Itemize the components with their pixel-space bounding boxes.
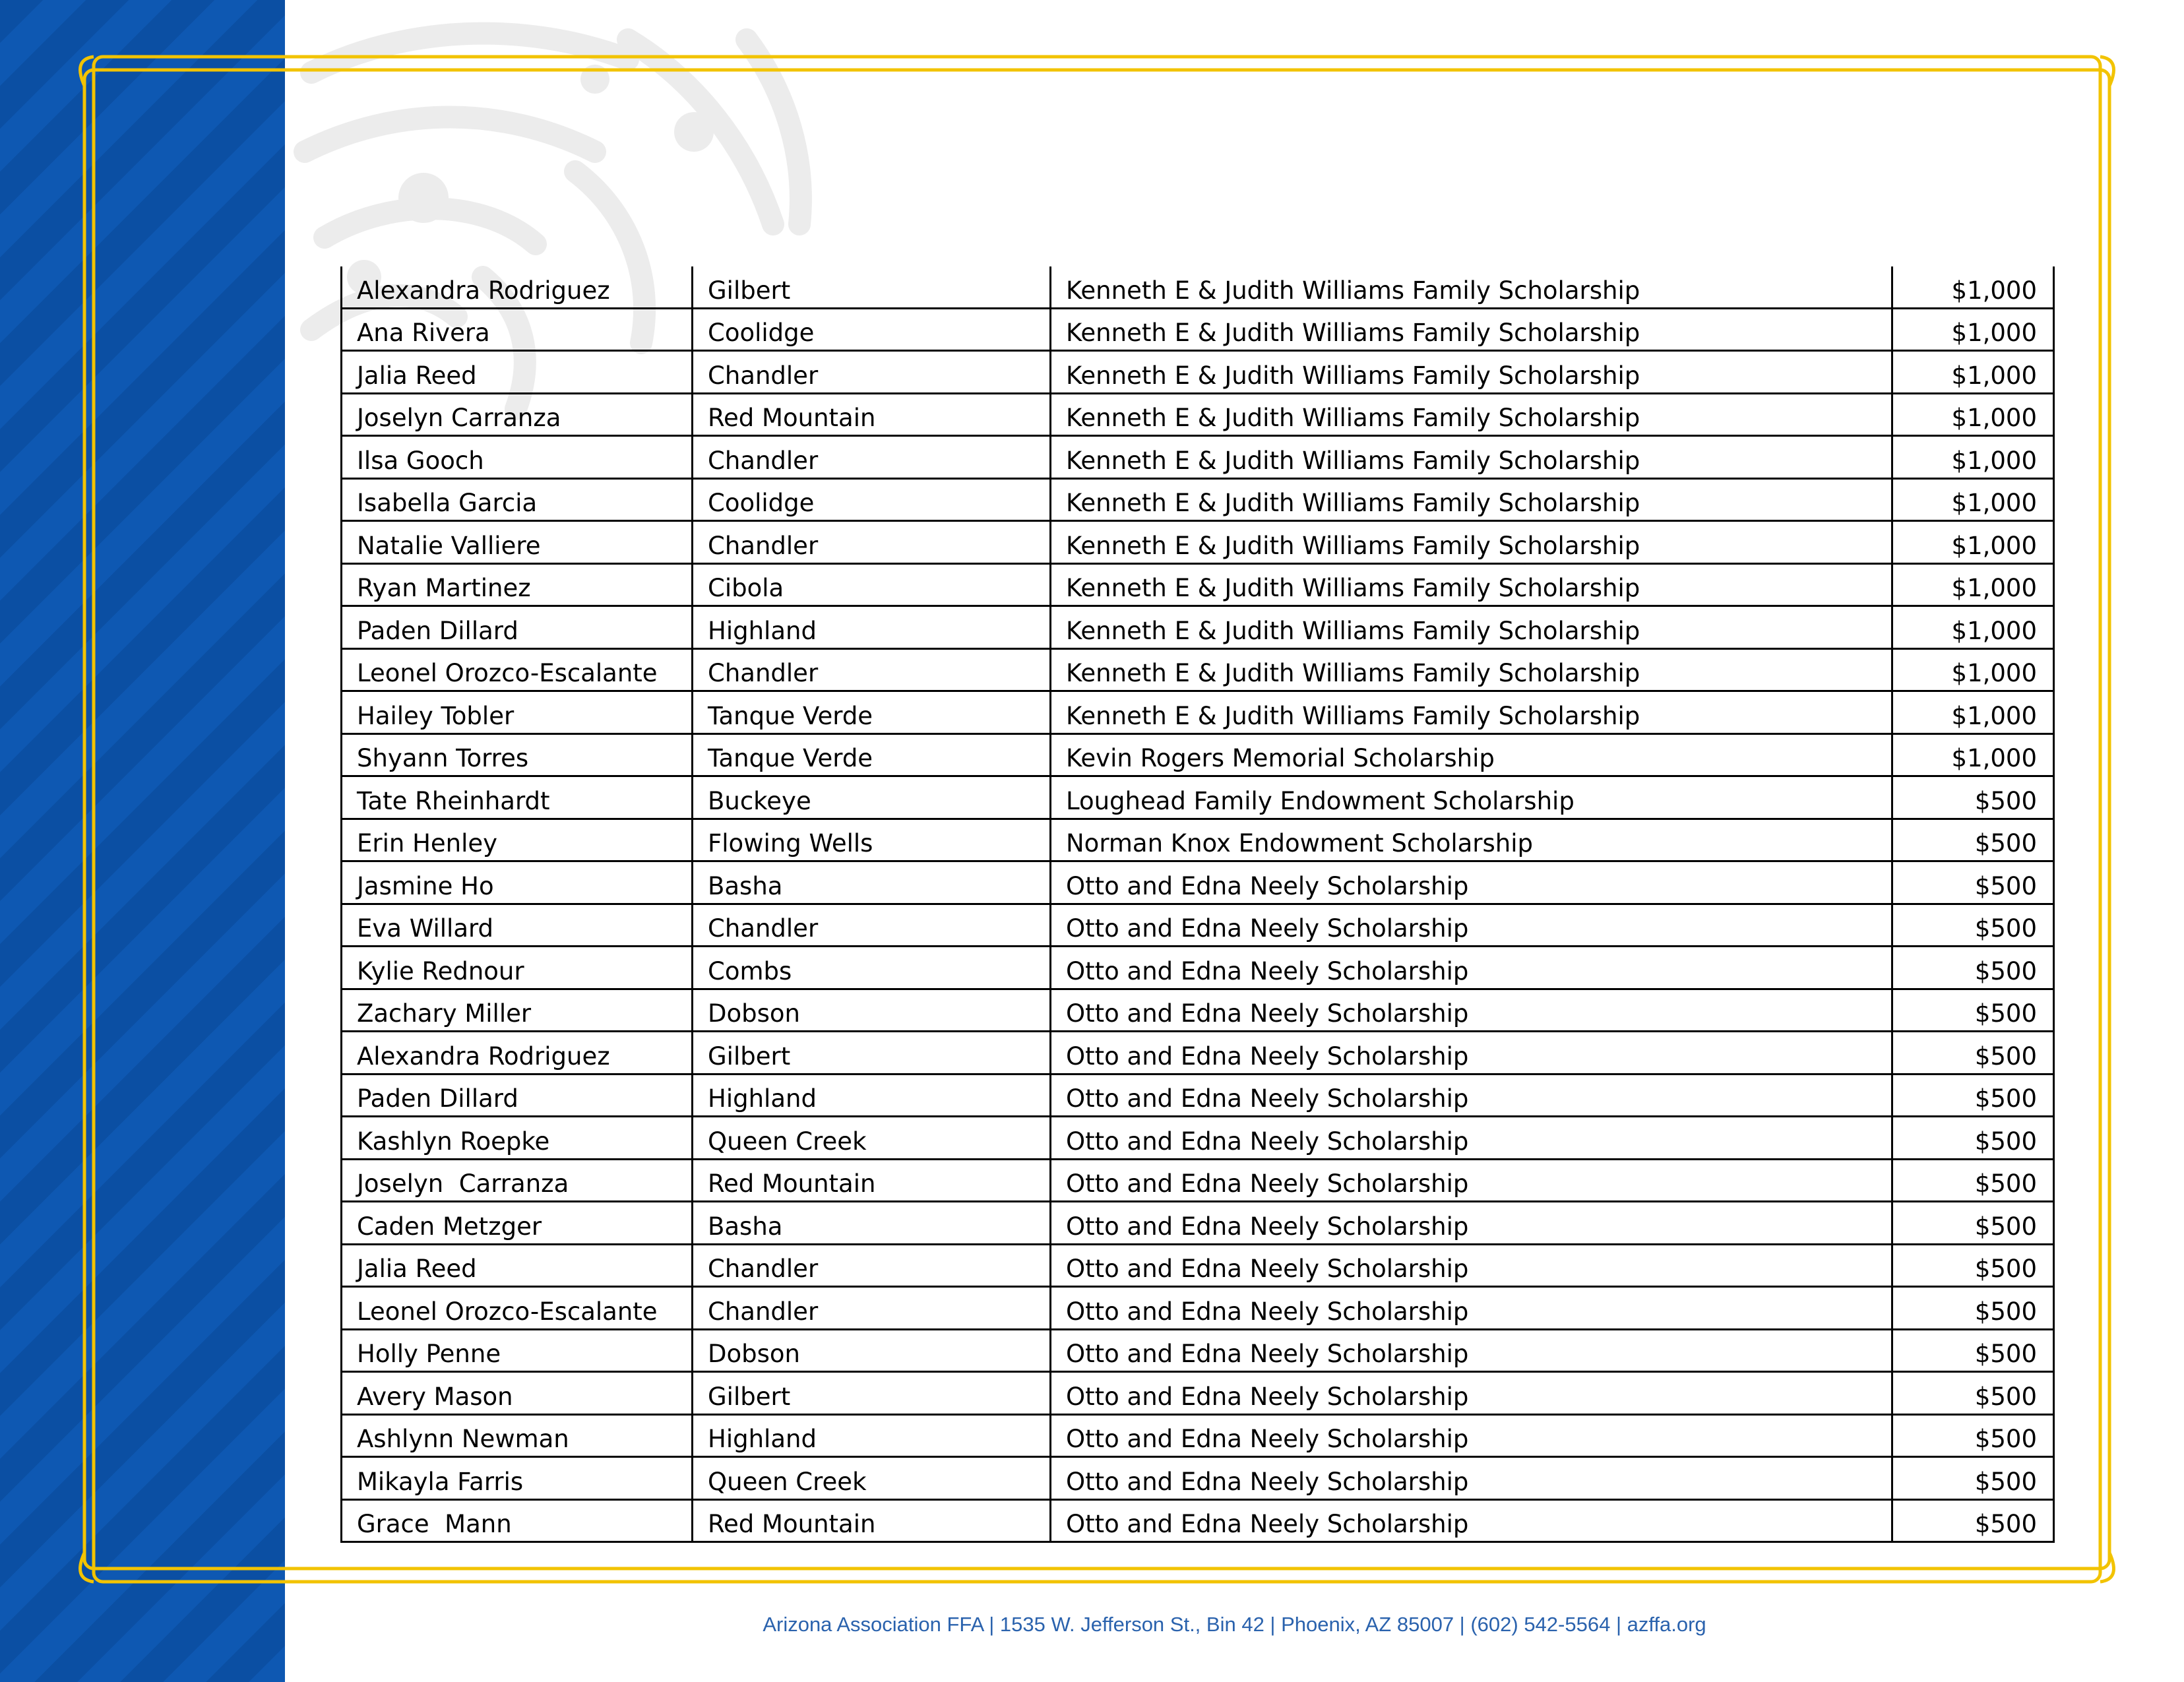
recipient-name-cell: Alexandra Rodriguez (342, 1032, 693, 1075)
scholarship-name-cell: Loughead Family Endowment Scholarship (1051, 776, 1892, 819)
chapter-cell: Chandler (693, 648, 1051, 691)
recipient-name-cell: Ana Rivera (342, 308, 693, 351)
table-row (342, 1244, 2054, 1287)
chapter-cell: Gilbert (693, 1032, 1051, 1075)
scholarship-name-cell: Kenneth E & Judith Williams Family Scholarship (1051, 648, 1892, 691)
table-row (342, 1032, 2054, 1075)
chapter-cell: Red Mountain (693, 1159, 1051, 1202)
chapter-cell: Chandler (693, 904, 1051, 947)
table-row (342, 563, 2054, 606)
recipient-name-cell: Grace Mann (342, 1499, 693, 1542)
amount-cell: $500 (1892, 947, 2054, 989)
amount-cell: $500 (1892, 861, 2054, 904)
amount-cell: $500 (1892, 819, 2054, 861)
chapter-cell: Coolidge (693, 308, 1051, 351)
footer-address: Arizona Association FFA | 1535 W. Jefferson St., Bin 42 | Phoenix, AZ 85007 | (602) 542-5564 | azffa.org (763, 1613, 1706, 1636)
chapter-cell: Flowing Wells (693, 819, 1051, 861)
recipient-name-cell: Tate Rheinhardt (342, 776, 693, 819)
table-row (342, 1159, 2054, 1202)
amount-cell: $1,000 (1892, 308, 2054, 351)
scholarship-name-cell: Otto and Edna Neely Scholarship (1051, 1287, 1892, 1330)
table-row (342, 308, 2054, 351)
scholarship-name-cell: Kenneth E & Judith Williams Family Scholarship (1051, 478, 1892, 521)
table-row (342, 989, 2054, 1032)
table-row (342, 478, 2054, 521)
recipient-name-cell: Paden Dillard (342, 606, 693, 649)
table-row (342, 733, 2054, 776)
scholarship-name-cell: Otto and Edna Neely Scholarship (1051, 904, 1892, 947)
recipient-name-cell: Mikayla Farris (342, 1457, 693, 1500)
chapter-cell: Highland (693, 606, 1051, 649)
scholarship-name-cell: Kenneth E & Judith Williams Family Scholarship (1051, 308, 1892, 351)
recipient-name-cell: Kylie Rednour (342, 947, 693, 989)
scholarship-name-cell: Kevin Rogers Memorial Scholarship (1051, 733, 1892, 776)
chapter-cell: Basha (693, 1202, 1051, 1245)
amount-cell: $1,000 (1892, 478, 2054, 521)
amount-cell: $500 (1892, 1244, 2054, 1287)
scholarship-table-body (342, 266, 2054, 1542)
amount-cell: $1,000 (1892, 563, 2054, 606)
amount-cell: $500 (1892, 989, 2054, 1032)
recipient-name-cell: Avery Mason (342, 1372, 693, 1415)
table-row (342, 648, 2054, 691)
recipient-name-cell: Ryan Martinez (342, 563, 693, 606)
recipient-name-cell: Eva Willard (342, 904, 693, 947)
table-row (342, 1287, 2054, 1330)
recipient-name-cell: Ashlynn Newman (342, 1414, 693, 1457)
scholarship-name-cell: Kenneth E & Judith Williams Family Scholarship (1051, 351, 1892, 394)
amount-cell: $500 (1892, 1457, 2054, 1500)
recipient-name-cell: Kashlyn Roepke (342, 1117, 693, 1160)
scholarship-name-cell: Norman Knox Endowment Scholarship (1051, 819, 1892, 861)
recipient-name-cell: Joselyn Carranza (342, 393, 693, 436)
recipient-name-cell: Erin Henley (342, 819, 693, 861)
table-row (342, 351, 2054, 394)
amount-cell: $500 (1892, 1032, 2054, 1075)
table-row (342, 606, 2054, 649)
table-row (342, 819, 2054, 861)
chapter-cell: Tanque Verde (693, 691, 1051, 734)
chapter-cell: Coolidge (693, 478, 1051, 521)
chapter-cell: Queen Creek (693, 1117, 1051, 1160)
amount-cell: $500 (1892, 1159, 2054, 1202)
chapter-cell: Basha (693, 861, 1051, 904)
scholarship-name-cell: Otto and Edna Neely Scholarship (1051, 1244, 1892, 1287)
recipient-name-cell: Hailey Tobler (342, 691, 693, 734)
scholarship-name-cell: Otto and Edna Neely Scholarship (1051, 1372, 1892, 1415)
chapter-cell: Red Mountain (693, 1499, 1051, 1542)
chapter-cell: Queen Creek (693, 1457, 1051, 1500)
scholarship-name-cell: Otto and Edna Neely Scholarship (1051, 861, 1892, 904)
amount-cell: $1,000 (1892, 606, 2054, 649)
table-row (342, 436, 2054, 479)
table-row (342, 1329, 2054, 1372)
recipient-name-cell: Jalia Reed (342, 351, 693, 394)
scholarship-name-cell: Kenneth E & Judith Williams Family Scholarship (1051, 563, 1892, 606)
amount-cell: $1,000 (1892, 351, 2054, 394)
recipient-name-cell: Leonel Orozco-Escalante (342, 1287, 693, 1330)
table-row (342, 861, 2054, 904)
chapter-cell: Gilbert (693, 1372, 1051, 1415)
chapter-cell: Cibola (693, 563, 1051, 606)
chapter-cell: Combs (693, 947, 1051, 989)
chapter-cell: Highland (693, 1414, 1051, 1457)
scholarship-name-cell: Otto and Edna Neely Scholarship (1051, 1032, 1892, 1075)
table-row (342, 1202, 2054, 1245)
scholarship-name-cell: Otto and Edna Neely Scholarship (1051, 1202, 1892, 1245)
chapter-cell: Red Mountain (693, 393, 1051, 436)
scholarship-name-cell: Kenneth E & Judith Williams Family Scholarship (1051, 393, 1892, 436)
scholarship-name-cell: Otto and Edna Neely Scholarship (1051, 1329, 1892, 1372)
amount-cell: $500 (1892, 1202, 2054, 1245)
recipient-name-cell: Natalie Valliere (342, 521, 693, 564)
scholarship-name-cell: Kenneth E & Judith Williams Family Scholarship (1051, 691, 1892, 734)
amount-cell: $500 (1892, 1117, 2054, 1160)
scholarship-name-cell: Otto and Edna Neely Scholarship (1051, 1074, 1892, 1117)
chapter-cell: Dobson (693, 989, 1051, 1032)
amount-cell: $500 (1892, 1499, 2054, 1542)
left-blue-band (0, 0, 285, 1682)
table-row (342, 1414, 2054, 1457)
table-row (342, 266, 2054, 308)
amount-cell: $1,000 (1892, 436, 2054, 479)
recipient-name-cell: Isabella Garcia (342, 478, 693, 521)
table-row (342, 393, 2054, 436)
recipient-name-cell: Shyann Torres (342, 733, 693, 776)
recipient-name-cell: Paden Dillard (342, 1074, 693, 1117)
table-row (342, 1117, 2054, 1160)
table-row (342, 1372, 2054, 1415)
amount-cell: $1,000 (1892, 691, 2054, 734)
recipient-name-cell: Jasmine Ho (342, 861, 693, 904)
recipient-name-cell: Joselyn Carranza (342, 1159, 693, 1202)
scholarship-name-cell: Kenneth E & Judith Williams Family Scholarship (1051, 521, 1892, 564)
amount-cell: $1,000 (1892, 733, 2054, 776)
amount-cell: $500 (1892, 1329, 2054, 1372)
scholarship-name-cell: Otto and Edna Neely Scholarship (1051, 947, 1892, 989)
table-row (342, 947, 2054, 989)
recipient-name-cell: Zachary Miller (342, 989, 693, 1032)
chapter-cell: Highland (693, 1074, 1051, 1117)
recipient-name-cell: Leonel Orozco-Escalante (342, 648, 693, 691)
chapter-cell: Chandler (693, 436, 1051, 479)
table-row (342, 904, 2054, 947)
scholarship-name-cell: Kenneth E & Judith Williams Family Scholarship (1051, 266, 1892, 308)
chapter-cell: Chandler (693, 521, 1051, 564)
scholarship-table (340, 266, 2055, 1543)
scholarship-name-cell: Kenneth E & Judith Williams Family Scholarship (1051, 606, 1892, 649)
scholarship-table-container (340, 266, 2053, 1543)
recipient-name-cell: Ilsa Gooch (342, 436, 693, 479)
table-row (342, 776, 2054, 819)
table-row (342, 521, 2054, 564)
chapter-cell: Chandler (693, 1287, 1051, 1330)
scholarship-name-cell: Otto and Edna Neely Scholarship (1051, 1159, 1892, 1202)
chapter-cell: Buckeye (693, 776, 1051, 819)
chapter-cell: Chandler (693, 1244, 1051, 1287)
amount-cell: $500 (1892, 1074, 2054, 1117)
table-row (342, 691, 2054, 734)
chapter-cell: Chandler (693, 351, 1051, 394)
amount-cell: $1,000 (1892, 393, 2054, 436)
amount-cell: $500 (1892, 1287, 2054, 1330)
table-row (342, 1499, 2054, 1542)
scholarship-name-cell: Otto and Edna Neely Scholarship (1051, 1117, 1892, 1160)
scholarship-name-cell: Otto and Edna Neely Scholarship (1051, 1499, 1892, 1542)
amount-cell: $1,000 (1892, 521, 2054, 564)
recipient-name-cell: Jalia Reed (342, 1244, 693, 1287)
amount-cell: $500 (1892, 776, 2054, 819)
table-row (342, 1074, 2054, 1117)
chapter-cell: Tanque Verde (693, 733, 1051, 776)
table-row (342, 1457, 2054, 1500)
scholarship-name-cell: Kenneth E & Judith Williams Family Scholarship (1051, 436, 1892, 479)
scholarship-name-cell: Otto and Edna Neely Scholarship (1051, 1457, 1892, 1500)
amount-cell: $1,000 (1892, 648, 2054, 691)
amount-cell: $500 (1892, 904, 2054, 947)
amount-cell: $1,000 (1892, 266, 2054, 308)
amount-cell: $500 (1892, 1372, 2054, 1415)
amount-cell: $500 (1892, 1414, 2054, 1457)
scholarship-name-cell: Otto and Edna Neely Scholarship (1051, 1414, 1892, 1457)
chapter-cell: Dobson (693, 1329, 1051, 1372)
chapter-cell: Gilbert (693, 266, 1051, 308)
recipient-name-cell: Caden Metzger (342, 1202, 693, 1245)
scholarship-name-cell: Otto and Edna Neely Scholarship (1051, 989, 1892, 1032)
recipient-name-cell: Holly Penne (342, 1329, 693, 1372)
recipient-name-cell: Alexandra Rodriguez (342, 266, 693, 308)
